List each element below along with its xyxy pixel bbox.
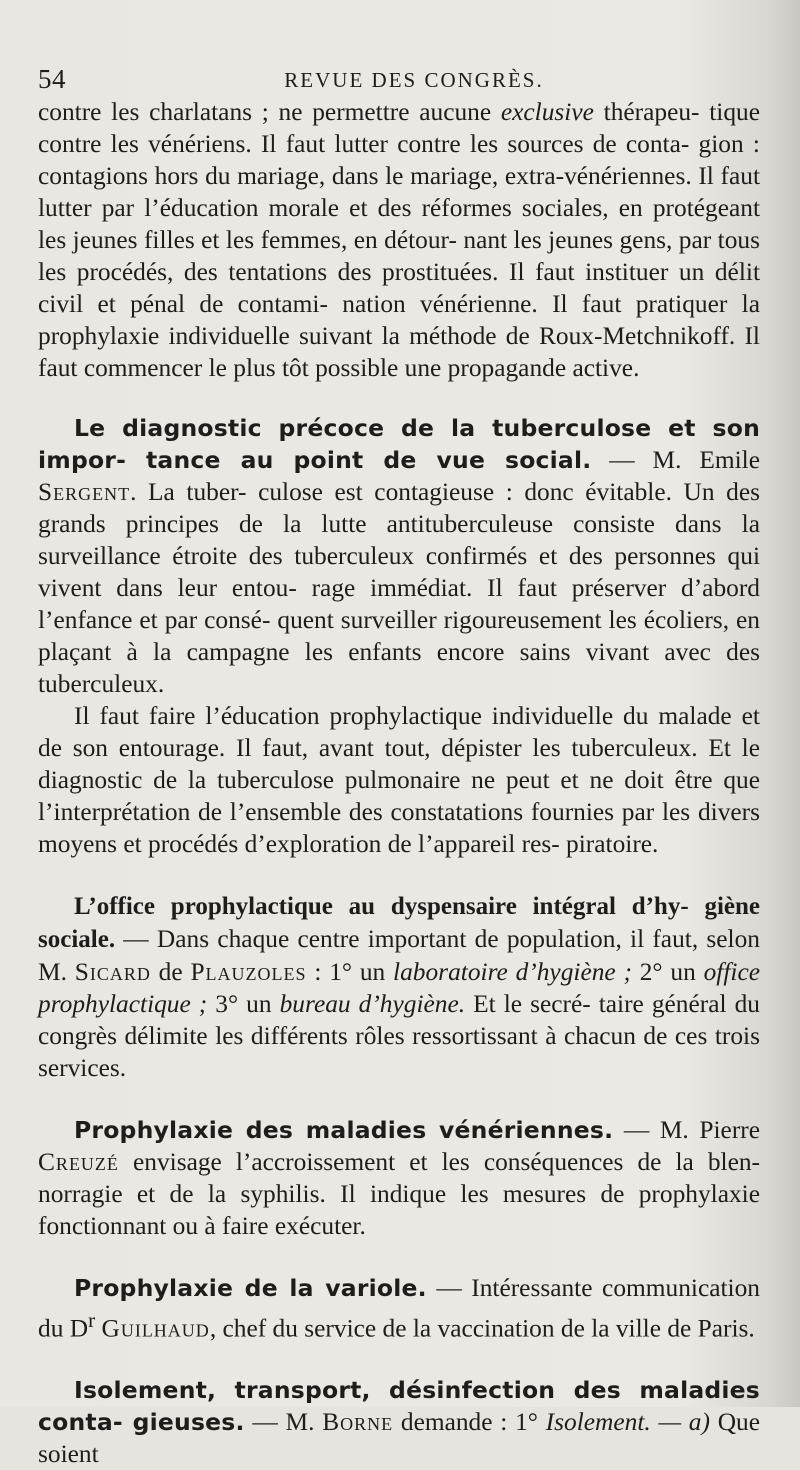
page-header [38, 58, 760, 98]
section-title: L’office prophylactique au dyspensaire intégral d’hy- giène sociale. [38, 893, 760, 953]
section-isolement [38, 1374, 760, 1470]
section-office-prophylactique [38, 890, 760, 1084]
text-run: 3° un [207, 990, 280, 1018]
page-number: 54 [38, 64, 66, 94]
text-run: . La tuber- culose est contagieuse : donc évitable. Un des grands principes de la lutte antituberculeuse consiste dans la surveillance étroite des tuberculeux confirmés et des personnes qui vivent dans leur entou- rage immédiat. Il faut préserver d’abord l’enfance et par consé- quent surveiller rigoureusement les écoliers, en plaçant à la campagne les enfants encore sains vivant avec des tuberculeux. [38, 478, 760, 698]
text-run: : 1° un [306, 958, 394, 986]
paragraph-tuberculose-2 [38, 700, 760, 860]
text-run: de [150, 958, 191, 986]
text-run: , chef du service de la vaccination de la ville de Paris. [209, 1314, 755, 1343]
italic-run: office prophylactique ; [38, 958, 760, 1018]
author-name: Borne [322, 1408, 394, 1437]
text-run: — M. [244, 1408, 323, 1437]
section-title: Isolement, transport, désinfection des maladies conta- gieuses. [38, 1376, 760, 1437]
text-run: contre les charlatans ; ne permettre aucune [38, 98, 501, 126]
section-variole [38, 1272, 760, 1344]
section-title: Prophylaxie des maladies vénériennes. [74, 1116, 614, 1144]
italic-run: Isolement. — a) [545, 1408, 710, 1437]
author-name: Creuzé [38, 1148, 119, 1176]
text-run: — M. Pierre [613, 1116, 761, 1144]
page-body [38, 96, 760, 1470]
section-title: Prophylaxie de la variole. [74, 1274, 427, 1302]
italic-run: laboratoire d’hygiène ; [393, 958, 632, 986]
text-run: — Dans chaque centre important de population, il faut, selon M. [38, 925, 760, 986]
author-name: Sergent [38, 478, 131, 506]
author-name: Sicard [74, 958, 151, 986]
text-run: Et le secré- taire général du congrès délimite les différents rôles ressortissant à chacun de ces trois services. [38, 990, 760, 1082]
author-name: Guilhaud [101, 1314, 210, 1343]
text-run: envisage l’accroissement et les conséquences de la blen- norragie et de la syphilis. Il indique les mesures de prophylaxie fonctionnant ou à faire exécuter. [38, 1148, 760, 1240]
running-title: REVUE DES CONGRÈS. [284, 68, 544, 92]
section-maladies-veneriennes [38, 1114, 760, 1242]
author-name: Plauzoles [190, 958, 307, 986]
text-run: demande : 1° [393, 1408, 546, 1437]
text-run: 2° un [631, 958, 704, 986]
text-run: — M. Emile [591, 446, 761, 474]
section-tuberculose [38, 412, 760, 700]
italic-run: bureau d’hygiène. [279, 990, 466, 1018]
superscript: r [88, 1308, 96, 1332]
paragraph-continuation [38, 96, 760, 384]
italic-run: exclusive [500, 98, 594, 126]
section-title: Le diagnostic précoce de la tuberculose et son impor- tance au point de vue social. [38, 414, 760, 474]
text-run: Que soient [38, 1408, 761, 1469]
text-run: Il faut faire l’éducation prophylactique individuelle du malade et de son entourage. Il faut, avant tout, dépister les tuberculeux. Et le diagnostic de la tuberculose pulmonaire ne peut et ne doit être que l’interprétation de l’ensemble des constatations fournies par les divers moyens et procédés d’exploration de l’appareil res- piratoire. [38, 702, 760, 858]
text-run: — Intéressante communication du D [38, 1274, 760, 1343]
text-run: thérapeu- tique contre les vénériens. Il faut lutter contre les sources de conta- gion : contagions hors du mariage, dans le mariage, extra-vénériennes. Il faut lutter par l’éducation morale et des réformes sociales, en protégeant les jeunes filles et les femmes, en détour- nant les jeunes gens, par tous les procédés, des tentations des prostituées. Il faut instituer un délit civil et pénal de contami- nation vénérienne. Il faut pratiquer la prophylaxie individuelle suivant la méthode de Roux-Metchnikoff. Il faut commencer le plus tôt possible une propagande active. [38, 98, 760, 382]
